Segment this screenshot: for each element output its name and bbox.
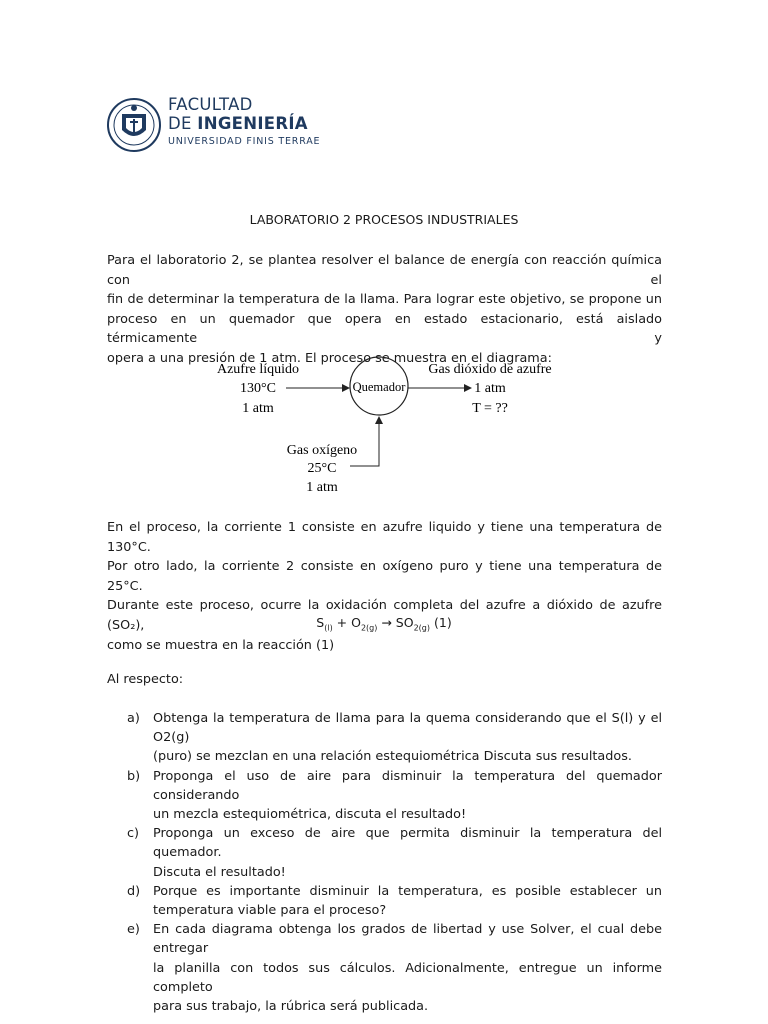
intro-line: fin de determinar la temperatura de la llama. Para lograr este objetivo, se propone un [107, 292, 662, 308]
item-label: a) [127, 711, 140, 726]
question-list [107, 709, 662, 1016]
eq-sulfur-state: (l) [324, 623, 333, 633]
list-item [107, 882, 662, 920]
item-label: b) [127, 768, 141, 784]
logo-faculty: FACULTAD [168, 95, 253, 114]
university-seal-icon [106, 92, 162, 158]
product-line: 1 atm [474, 381, 506, 396]
intro-line: proceso en un quemador que opera en estado estacionario, está aislado térmicamente y [107, 311, 662, 347]
intro-line: Para el laboratorio 2, se plantea resolver el balance de energía con reacción química con el [107, 253, 662, 288]
product-line: T = ?? [472, 401, 508, 416]
feed1-line: 130°C [240, 381, 276, 396]
item-line: Obtenga la temperatura de llama para la quema considerando que el S(l) y el O2(g) [153, 711, 662, 746]
product-arrowhead [464, 384, 472, 392]
process-diagram [200, 346, 590, 496]
item-label: d) [127, 883, 141, 899]
feed1-line: 1 atm [242, 401, 274, 416]
process-line: Durante este proceso, ocurre la oxidación completa del azufre a dióxido de azufre (SO₂), [107, 598, 662, 633]
logo-engineering [168, 113, 320, 133]
respect-heading: Al respecto: [107, 672, 184, 687]
document-title: LABORATORIO 2 PROCESOS INDUSTRIALES [249, 212, 519, 227]
faculty-logo [106, 92, 366, 158]
item-line: Proponga el uso de aire para disminuir la temperatura del quemador considerando [153, 768, 662, 803]
intro-line: opera a una presión de 1 atm. El proceso se muestra en el diagrama: [107, 350, 552, 366]
item-line: un mezcla estequiométrica, discuta el resultado! [153, 807, 467, 823]
process-paragraph [107, 518, 662, 655]
feed2-arrowhead [375, 416, 383, 424]
process-line: Por otro lado, la corriente 2 consiste en oxígeno puro y tiene una temperatura de 25°C. [107, 559, 662, 594]
item-line: Discuta el resultado! [153, 864, 286, 880]
eq-arrow: → [377, 615, 396, 630]
logo-ingenieria: INGENIERÍA [197, 113, 308, 133]
burner-label: Quemador [352, 380, 406, 394]
eq-so2: SO [395, 615, 414, 630]
feed1-arrowhead [342, 384, 350, 392]
item-line: Proponga un exceso de aire que permita disminuir la temperatura del quemador. [153, 826, 662, 861]
list-item [107, 920, 662, 1016]
reaction-equation [0, 615, 768, 633]
list-item [107, 767, 662, 825]
item-line: para sus trabajo, la rúbrica será publicada. [153, 999, 429, 1015]
process-line: como se muestra en la reacción (1) [107, 637, 335, 653]
eq-number: (1) [433, 615, 452, 630]
eq-oxygen-state: 2(g) [360, 623, 378, 633]
list-item [107, 824, 662, 882]
product-line: Gas dióxido de azufre [428, 362, 552, 377]
eq-sulfur: S [316, 615, 325, 630]
item-line: (puro) se mezclan en una relación estequiométrica Discuta sus resultados. [153, 749, 632, 765]
feed2-line: Gas oxígeno [286, 443, 358, 458]
item-label: e) [127, 922, 140, 938]
eq-so2-state: 2(g) [413, 623, 430, 633]
item-label: c) [127, 826, 140, 842]
logo-university: UNIVERSIDAD FINIS TERRAE [168, 136, 321, 147]
feed2-line: 25°C [307, 461, 337, 476]
process-line: En el proceso, la corriente 1 consiste en azufre liquido y tiene una temperatura de 130°C. [107, 520, 662, 555]
list-item [107, 709, 662, 767]
logo-de: DE [168, 113, 198, 133]
item-line: la planilla con todos sus cálculos. Adicionalmente, entregue un informe completo [153, 960, 662, 995]
item-line: En cada diagrama obtenga los grados de libertad y use Solver, el cual debe entregar [153, 922, 662, 957]
item-line: temperatura viable para el proceso? [153, 903, 387, 919]
item-line: Porque es importante disminuir la temperatura, es posible establecer un [153, 883, 662, 899]
feed2-line: 1 atm [306, 480, 338, 495]
feed1-line: Azufre líquido [216, 362, 300, 377]
eq-oxygen: O [351, 615, 361, 630]
eq-plus: + [332, 615, 352, 630]
